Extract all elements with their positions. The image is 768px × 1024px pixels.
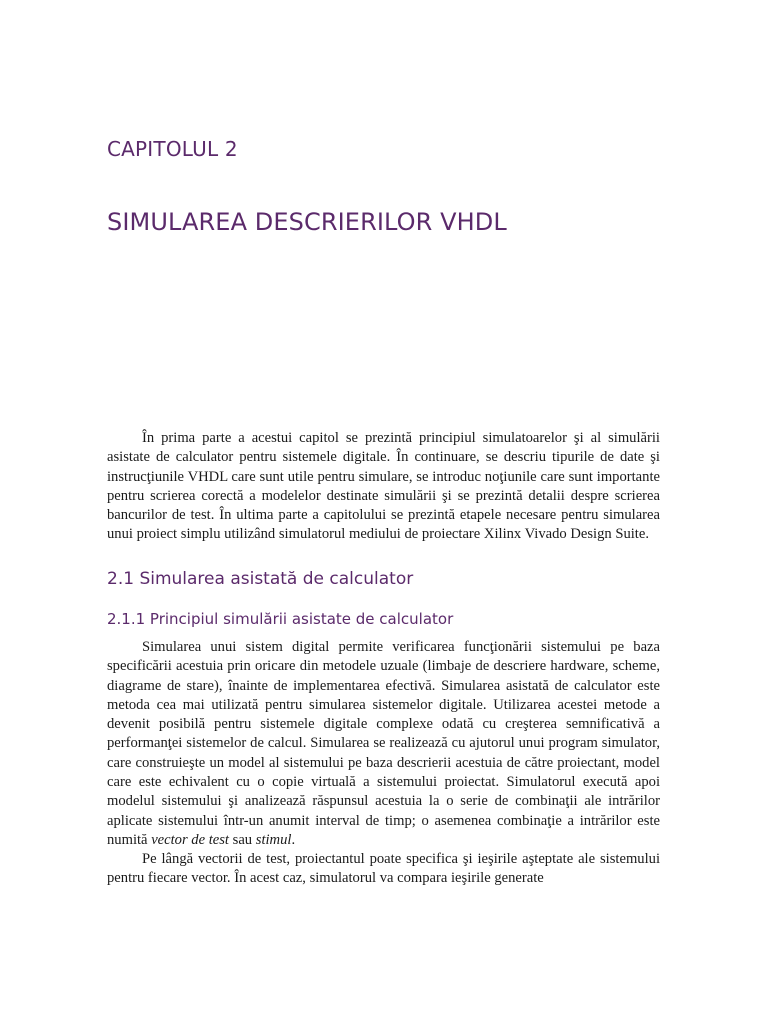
- subsection-heading: 2.1.1 Principiul simulării asistate de calculator: [107, 610, 454, 628]
- term-vector-de-test: vector de test: [151, 831, 229, 848]
- intro-text: În prima parte a acestui capitol se prezintă principiul simulatoarelor şi al simulării asistate de calculator pentru sistemele digitale. În continuare, se descriu tipurile de date şi instrucţiunile VHDL care sunt utile pentru simulare, se introduc noţiunile care sunt importante pentru scrierea corectă a modelelor destinate simulării şi se prezintă detalii despre scrierea bancurilor de test. În ultima parte a capitolului se prezintă etapele necesare pentru simularea unui proiect simplu utilizând simulatorul mediului de proiectare Xilinx Vivado Design Suite.: [107, 430, 660, 543]
- body-paragraph-2-text: Pe lângă vectorii de test, proiectantul poate specifica şi ieşirile aşteptate ale sistemului pentru fiecare vector. În acest caz, simulatorul va compara ieşirile generate: [107, 851, 660, 887]
- body-paragraph-1-connector: sau: [229, 831, 256, 848]
- body-paragraph-2: [107, 850, 660, 889]
- intro-paragraph: [107, 429, 660, 545]
- term-stimul: stimul: [255, 831, 292, 848]
- section-heading: 2.1 Simularea asistată de calculator: [107, 569, 414, 589]
- chapter-title: SIMULAREA DESCRIERILOR VHDL: [107, 208, 507, 236]
- body-paragraph-1-text: Simularea unui sistem digital permite verificarea funcţionării sistemului pe baza specificării acestuia prin oricare din metodele uzuale (limbaje de descriere hardware, scheme, diagrame de stare), înainte de implementarea efectivă. Simularea asistată de calculator este metoda cea mai utilizată pentru simularea sistemelor digitale. Utilizarea acestei metode a devenit posibilă pentru sistemele digitale complexe odată cu creşterea semnificativă a performanţei sistemelor de calcul. Simularea se realizează cu ajutorul unui program simulator, care construieşte un model al sistemului pe baza descrierii acestuia de către proiectant, model care este echivalent cu o copie virtuală a sistemului proiectat. Simulatorul execută apoi modelul sistemului şi analizează răspunsul acestuia la o serie de combinaţii ale intrărilor aplicate sistemului într-un anumit interval de timp; o asemenea combinaţie a intrărilor este numită: [107, 639, 660, 848]
- chapter-label: CAPITOLUL 2: [107, 137, 238, 161]
- body-paragraph-1: [107, 638, 660, 850]
- body-paragraph-1-end: .: [291, 831, 296, 848]
